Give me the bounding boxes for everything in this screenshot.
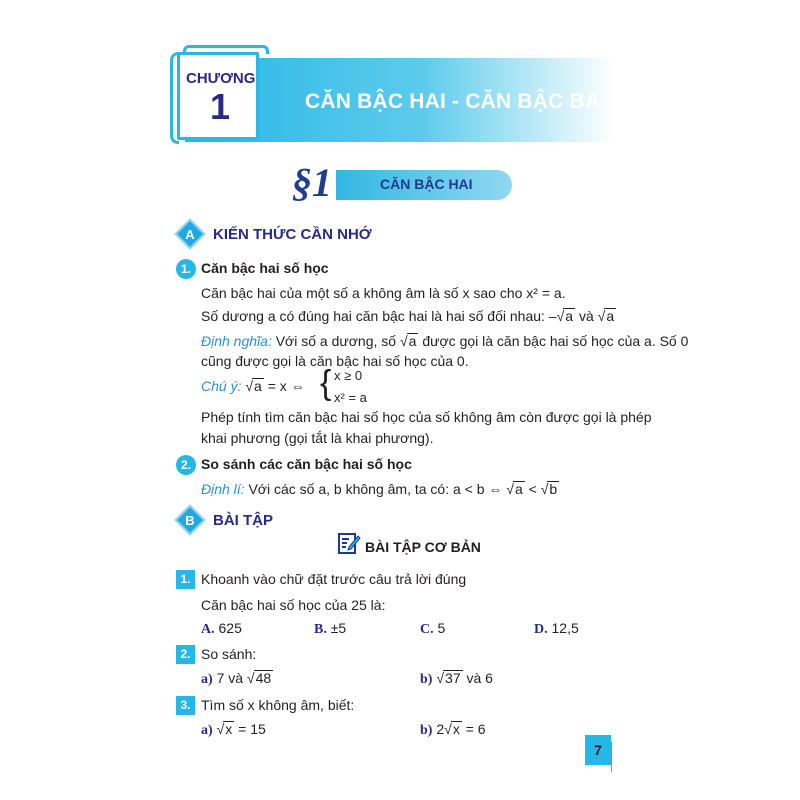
exercise-2-number: 2.: [176, 645, 195, 664]
part-b-heading: BÀI TẬP: [213, 512, 273, 529]
definition-label: Định nghĩa:: [201, 333, 272, 349]
option-d: D. 12,5: [534, 620, 579, 637]
exercise-1-question: Khoanh vào chữ đặt trước câu trả lời đúng: [201, 571, 467, 587]
chapter-label: CHƯƠNG: [186, 70, 256, 87]
definition-line-2: cũng được gọi là căn bậc hai số học của 0.: [201, 353, 469, 369]
item-1-line-2: Số dương a có đúng hai căn bậc hai là hai số đối nhau: –√a và √a: [201, 308, 615, 324]
paragraph-line-2: khai phương (gọi tắt là khai phương).: [201, 430, 434, 446]
exercise-1-number: 1.: [176, 570, 195, 589]
page-number: 7: [585, 735, 611, 765]
section-symbol: §1: [288, 160, 336, 206]
paragraph-line-1: Phép tính tìm căn bậc hai số học của số không âm còn được gọi là phép: [201, 409, 652, 425]
chapter-number: 1: [209, 86, 231, 127]
note-condition-1: x ≥ 0: [334, 368, 363, 383]
note-label: Chú ý:: [201, 378, 242, 394]
note-condition-2: x² = a: [334, 390, 367, 405]
part-a-heading: KIẾN THỨC CẦN NHỚ: [213, 226, 372, 243]
part-a-letter: A: [185, 227, 195, 242]
item-1-title: Căn bậc hai số học: [201, 260, 329, 276]
page-number-rule: [611, 742, 612, 772]
exercise-3-part-b: b) 2√x = 6: [420, 721, 486, 738]
definition-line-1: Định nghĩa: Với số a dương, số √a được gọi là căn bậc hai số học của a. Số 0: [201, 333, 689, 349]
theorem-label: Định lí:: [201, 481, 245, 497]
exercise-1-question-2: Căn bậc hai số học của 25 là:: [201, 597, 386, 613]
exercise-2-part-a: a) 7 và √48: [201, 670, 272, 687]
chapter-title: CĂN BẬC HAI - CĂN BẬC BA: [305, 90, 601, 113]
pencil-notepad-icon: [337, 531, 361, 560]
section-title: CĂN BẬC HAI: [380, 176, 473, 192]
exercise-3-number: 3.: [176, 696, 195, 715]
system-brace: {: [320, 364, 332, 402]
exercise-2-question: So sánh:: [201, 646, 257, 662]
note-line: Chú ý: √a = x ⇔: [201, 378, 305, 394]
exercise-2-part-b: b) √37 và 6: [420, 670, 493, 687]
part-b-letter: B: [185, 513, 195, 528]
item-1-number: 1.: [176, 259, 196, 279]
subheading-basic-exercises: BÀI TẬP CƠ BẢN: [365, 539, 481, 555]
theorem-line: Định lí: Với các số a, b không âm, ta có: a < b ⇔ √a < √b: [201, 481, 558, 497]
item-1-line-1: Căn bậc hai của một số a không âm là số x sao cho x² = a.: [201, 285, 566, 301]
option-a: A. 625: [201, 620, 242, 637]
option-c: C. 5: [420, 620, 446, 637]
exercise-3-question: Tìm số x không âm, biết:: [201, 697, 355, 713]
option-b: B. ±5: [314, 620, 347, 637]
item-2-title: So sánh các căn bậc hai số học: [201, 456, 412, 472]
item-2-number: 2.: [176, 455, 196, 475]
exercise-3-part-a: a) √x = 15: [201, 721, 266, 738]
